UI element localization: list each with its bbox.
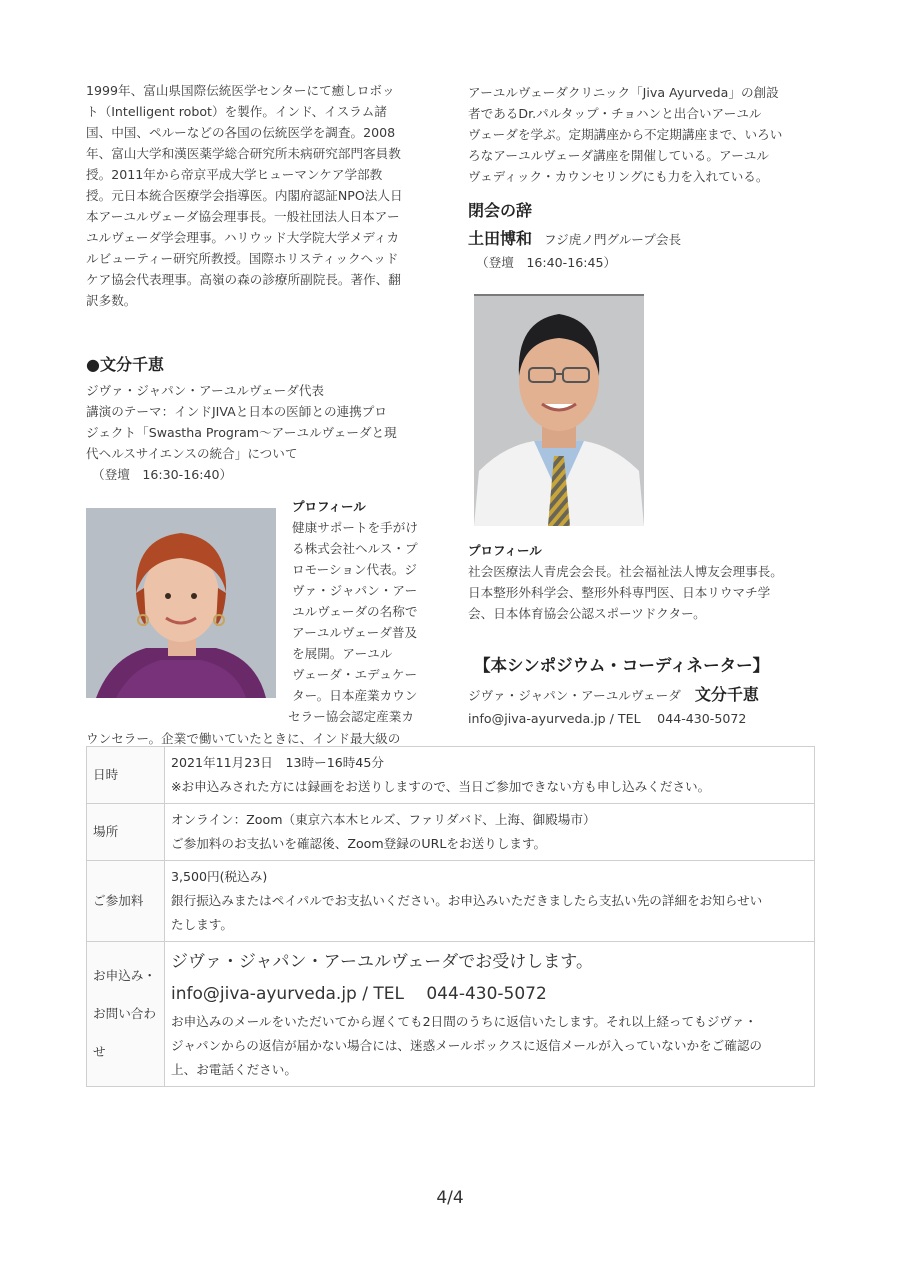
contact-label-line: お問い合わ xyxy=(93,1006,156,1021)
closing-speaker xyxy=(468,226,681,249)
fee-cell xyxy=(165,861,815,942)
bio-line: ケア協会代表理事。高嶺の森の診療所副院長。著作、翻 xyxy=(86,272,401,287)
fee-note: たします。 xyxy=(171,917,233,932)
info-line: ジェクト「Swastha Program〜アーユルヴェーダと現 xyxy=(86,425,397,440)
contact-label-line: せ xyxy=(93,1044,106,1059)
bio-line: 年、富山大学和漢医薬学総合研究所未病研究部門客員教 xyxy=(86,146,401,161)
closing-speaker-profile xyxy=(468,540,813,624)
closing-speaker-photo xyxy=(474,294,644,526)
bio-line: 1999年、富山県国際伝統医学センターにて癒しロボッ xyxy=(86,83,395,98)
contact-value: ジヴァ・ジャパン・アーユルヴェーダでお受けします。 xyxy=(171,952,593,972)
place-label: 場所 xyxy=(87,804,165,861)
place-value: オンライン：Zoom（東京六本木ヒルズ、ファリダバド、上海、御殿場市） xyxy=(171,812,596,827)
date-note: ※お申込みされた方には録画をお送りしますので、当日ご参加できない方も申し込みください。 xyxy=(171,779,711,794)
info-line: ジヴァ・ジャパン・アーユルヴェーダ代表 xyxy=(86,383,325,398)
date-cell xyxy=(165,747,815,804)
contact-note: 上、お電話ください。 xyxy=(171,1062,297,1077)
profile-line: アーユルヴェーダ普及 xyxy=(292,625,418,640)
portrait-illustration xyxy=(86,508,276,698)
fee-note: 銀行振込みまたはペイパルでお支払いください。お申込みいただきましたら支払い先の詳細をお知らせい xyxy=(171,893,763,908)
date-label: 日時 xyxy=(87,747,165,804)
profile-line: ロモーション代表。ジ xyxy=(292,562,417,577)
profile-line: 健康サポートを手がけ xyxy=(292,520,418,535)
closing-speaker-name: 土田博和 xyxy=(468,229,533,248)
info-line: （登壇 16:30-16:40） xyxy=(92,467,233,482)
bio-line: 国、中国、ペルーなどの各国の伝統医学を調査。2008 xyxy=(86,125,396,140)
fee-value: 3,500円(税込み) xyxy=(171,869,268,884)
contact-email-tel[interactable]: info@jiva-ayurveda.jp / TEL 044-430-5072 xyxy=(171,984,547,1004)
bio-line: 訳多数。 xyxy=(86,293,137,308)
profile-line: セラー協会認定産業カ xyxy=(288,709,414,724)
event-info-table xyxy=(86,746,815,1087)
profile-line: ユルヴェーダの名称で xyxy=(292,604,418,619)
speaker2-profile xyxy=(288,496,432,727)
bio-line: 授。元日本統合医療学会指導医。内閣府認証NPO法人日 xyxy=(86,188,403,203)
right-column-text xyxy=(468,82,813,187)
profile-label: プロフィール xyxy=(292,499,366,514)
profile-line: ター。日本産業カウン xyxy=(292,688,418,703)
table-row xyxy=(87,747,815,804)
table-row xyxy=(87,942,815,1087)
info-line: 代ヘルスサイエンスの統合」について xyxy=(86,446,298,461)
profile-line: ヴァ・ジャパン・アー xyxy=(292,583,418,598)
info-line: 講演のテーマ：インドJIVAと日本の医師との連携プロ xyxy=(86,404,387,419)
coordinator-name: 文分千恵 xyxy=(694,685,759,704)
continued-line: 者であるDr.パルタップ・チョハンと出合いアーユル xyxy=(468,106,762,121)
closing-speaker-role: フジ虎ノ門グループ会長 xyxy=(544,232,682,247)
coordinator-contact: info@jiva-ayurveda.jp / TEL 044-430-5072 xyxy=(468,711,747,726)
profile-line: 日本整形外科学会、整形外科専門医、日本リウマチ学 xyxy=(468,585,771,600)
bio-line: ト（Intelligent robot）を製作。インド、イスラム諸 xyxy=(86,104,387,119)
contact-label xyxy=(87,942,165,1087)
continued-line: ヴェディック・カウンセリングにも力を入れている。 xyxy=(468,169,769,184)
fee-label: ご参加料 xyxy=(87,861,165,942)
coordinator-title: 【本シンポジウム・コーディネーター】 xyxy=(474,656,770,675)
contact-cell xyxy=(165,942,815,1087)
speaker2-name: ●文分千恵 xyxy=(86,355,164,374)
place-note: ご参加料のお支払いを確認後、Zoom登録のURLをお送りします。 xyxy=(171,836,547,851)
portrait-illustration xyxy=(474,296,644,526)
continued-line: ろなアーユルヴェーダ講座を開催している。アーユル xyxy=(468,148,769,163)
profile-line: 社会医療法人青虎会会長。社会福祉法人博友会理事長。 xyxy=(468,564,783,579)
page-number: 4/4 xyxy=(436,1188,464,1208)
bio-line: ルビューティー研究所教授。国際ホリスティックヘッド xyxy=(86,251,399,266)
speaker2-info xyxy=(86,380,436,485)
closing-time: （登壇 16:40-16:45） xyxy=(476,255,617,270)
table-row xyxy=(87,804,815,861)
bio-line: 授。2011年から帝京平成大学ヒューマンケア学部教 xyxy=(86,167,383,182)
date-value: 2021年11月23日 13時ー16時45分 xyxy=(171,755,384,770)
place-cell xyxy=(165,804,815,861)
profile-line: 会、日本体育協会公認スポーツドクター。 xyxy=(468,606,706,621)
continued-line: アーユルヴェーダクリニック「Jiva Ayurveda」の創設 xyxy=(468,85,779,100)
contact-label-line: お申込み・ xyxy=(93,968,156,983)
coordinator-org: ジヴァ・ジャパン・アーユルヴェーダ xyxy=(468,688,681,703)
table-row xyxy=(87,861,815,942)
bio-line: ユルヴェーダ学会理事。ハリウッド大学院大学メディカ xyxy=(86,230,400,245)
speaker2-photo xyxy=(86,508,276,698)
profile-line: ウンセラー。企業で働いていたときに、インド最大級の xyxy=(86,731,401,746)
contact-note: ジャパンからの返信が届かない場合には、迷惑メールボックスに返信メールが入っていないかをご確認の xyxy=(171,1038,763,1053)
closing-title: 閉会の辞 xyxy=(468,201,533,220)
profile-line: を展開。アーユル xyxy=(292,646,393,661)
profile-line: ヴェーダ・エデュケー xyxy=(292,667,418,682)
continued-line: ヴェーダを学ぶ。定期講座から不定期講座まで、いろい xyxy=(468,127,783,142)
profile-line: る株式会社ヘルス・プ xyxy=(292,541,418,556)
bio-line: 本アーユルヴェーダ協会理事長。一般社団法人日本アー xyxy=(86,209,400,224)
profile-label: プロフィール xyxy=(468,543,542,558)
contact-note: お申込みのメールをいただいてから遅くても2日間のうちに返信いたします。それ以上経ってもジヴァ・ xyxy=(171,1014,757,1029)
speaker1-bio xyxy=(86,80,431,311)
coordinator xyxy=(468,682,759,705)
